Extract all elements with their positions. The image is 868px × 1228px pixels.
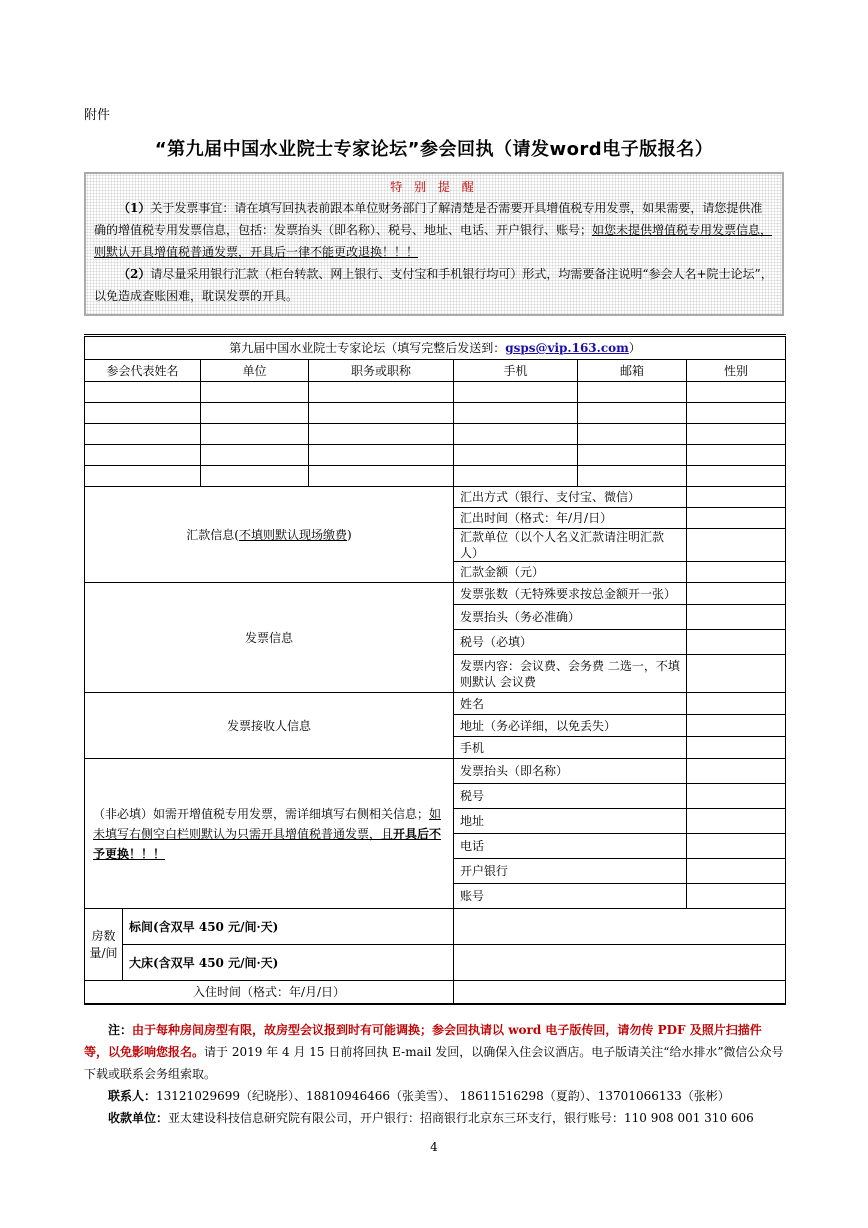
footer-notes [84,1019,785,1129]
attendee-row [85,403,786,424]
invoice-input[interactable] [687,630,786,655]
invoice-field-title: 发票抬头（务必准确） [454,605,687,630]
remit-label-suffix: ) [347,527,352,542]
note-rest: 请于 2019 年 4 月 15 日前将回执 E-mail 发回，以确保入住会议酒店。电子版请关注“给水排水”微信公众号下载或联系会务组索取。 [84,1045,784,1081]
column-header: 手机 [454,360,578,382]
vat-field-address: 地址 [454,809,687,834]
receiver-field-name: 姓名 [454,693,687,715]
vat-input[interactable] [687,759,786,784]
attendee-cell[interactable] [201,403,309,424]
attendee-cell[interactable] [454,466,578,487]
footer-payee [84,1107,785,1129]
column-header: 单位 [201,360,309,382]
attendee-cell[interactable] [578,403,687,424]
notice-box [84,172,784,316]
attendee-row [85,382,786,403]
checkin-label: 入住时间（格式：年/月/日） [85,981,454,1004]
room-option-king: 大床(含双早 450 元/间·天) [123,945,454,981]
invoice-field-taxid: 税号（必填） [454,630,687,655]
attendee-cell[interactable] [578,424,687,445]
attendee-cell[interactable] [309,466,454,487]
room-input[interactable] [454,909,786,945]
attendee-cell[interactable] [85,403,201,424]
checkin-input[interactable] [454,981,786,1004]
room-count-label: 房数量/间 [85,909,123,981]
attendee-cell[interactable] [687,424,786,445]
vat-field-taxid: 税号 [454,784,687,809]
notice-paragraph-1 [94,197,774,263]
contacts-label: 联系人： [108,1089,157,1103]
contacts-text: 13121029699（纪晓彤）、18810946466（张美雪）、 18611516298（夏韵）、13701066133（张彬） [156,1089,730,1103]
room-input[interactable] [454,945,786,981]
attendee-cell[interactable] [201,445,309,466]
receiver-label: 发票接收人信息 [85,693,454,759]
column-header: 参会代表姓名 [85,360,201,382]
invoice-input[interactable] [687,655,786,693]
vat-input[interactable] [687,884,786,909]
remit-input[interactable] [687,487,786,508]
registration-form [84,334,786,1005]
notice-p1-text: 关于发票事宜：请在填写回执表前跟本单位财务部门了解清楚是否需要开具增值税专用发票，如果需要，请您提供准确的增值税专用发票信息，包括：发票抬头（即名称）、税号、地址、电话、开户银行、账号； [94,201,763,237]
payee-label: 收款单位： [108,1111,169,1125]
attendee-cell[interactable] [201,382,309,403]
attendee-header-row [85,360,786,382]
attendee-cell[interactable] [309,382,454,403]
remit-label-prefix: 汇款信息( [186,527,239,542]
attendee-cell[interactable] [309,403,454,424]
payee-text: 亚太建设科技信息研究院有限公司，开户银行：招商银行北京东三环支行，银行账号：110 908 001 310 606 [168,1111,754,1125]
attendee-cell[interactable] [454,403,578,424]
column-header: 职务或职称 [309,360,454,382]
form-header-close: ） [628,341,641,355]
attendee-cell[interactable] [687,382,786,403]
attendee-cell[interactable] [454,382,578,403]
attendee-cell[interactable] [687,445,786,466]
remit-field-method: 汇出方式（银行、支付宝、微信） [454,487,687,508]
remit-input[interactable] [687,508,786,529]
remit-field-time: 汇出时间（格式：年/月/日） [454,508,687,529]
form-header [85,336,786,360]
attendee-cell[interactable] [201,466,309,487]
remit-input[interactable] [687,562,786,583]
attendee-cell[interactable] [578,382,687,403]
attendee-cell[interactable] [85,445,201,466]
note-prefix: 注： [108,1023,133,1037]
receiver-field-phone: 手机 [454,737,687,759]
room-option-standard: 标间(含双早 450 元/间·天) [123,909,454,945]
footer-note [84,1019,785,1085]
notice-paragraph-2 [94,263,774,307]
receiver-field-address: 地址（务必详细，以免丢失） [454,715,687,737]
page-number: 4 [430,1140,438,1154]
invoice-field-count: 发票张数（无特殊要求按总金额开一张） [454,583,687,605]
attendee-row [85,445,786,466]
remit-field-amount: 汇款金额（元） [454,562,687,583]
attendee-cell[interactable] [85,466,201,487]
receiver-input[interactable] [687,715,786,737]
vat-input[interactable] [687,834,786,859]
attendee-cell[interactable] [85,382,201,403]
attendee-cell[interactable] [687,466,786,487]
vat-label-1: （非必填）如需开增值税专用发票，需详细填写右侧相关信息； [93,806,430,821]
attendee-row [85,466,786,487]
invoice-input[interactable] [687,583,786,605]
vat-field-bank: 开户银行 [454,859,687,884]
notice-heading: 特 别 提 醒 [390,180,478,194]
vat-label [85,759,454,909]
attendee-cell[interactable] [454,445,578,466]
vat-label-3: 开具后不予更换！！！ [93,826,442,861]
vat-field-account: 账号 [454,884,687,909]
attendee-cell[interactable] [687,403,786,424]
attendee-row [85,424,786,445]
email-link[interactable]: gsps@vip.163.com [505,341,629,355]
remit-field-payer: 汇款单位（以个人名义汇款请注明汇款人） [454,529,687,562]
invoice-input[interactable] [687,605,786,630]
vat-input[interactable] [687,784,786,809]
notice-p1-prefix: （1） [118,201,151,215]
remit-label [85,487,454,583]
attendee-cell[interactable] [201,424,309,445]
attendee-cell[interactable] [309,424,454,445]
invoice-label: 发票信息 [85,583,454,693]
attendee-cell[interactable] [578,466,687,487]
notice-p2-prefix: （2） [118,267,151,281]
vat-input[interactable] [687,809,786,834]
form-header-text: 第九届中国水业院士专家论坛（填写完整后发送到： [229,341,506,355]
vat-field-title: 发票抬头（即名称） [454,759,687,784]
notice-p2-text: 请尽量采用银行汇款（柜台转款、网上银行、支付宝和手机银行均可）形式，均需要备注说明“参会人名+院士论坛”，以免造成查账困难，耽误发票的开具。 [94,267,773,303]
column-header: 性别 [687,360,786,382]
column-header: 邮箱 [578,360,687,382]
vat-field-phone: 电话 [454,834,687,859]
footer-contacts [84,1085,785,1107]
note-red: 由于每种房间房型有限，故房型会议报到时有可能调换；参会回执请以 word 电子版传回，请勿传 PDF 及照片扫描件等，以免影响您报名。 [84,1023,762,1059]
invoice-field-content: 发票内容：会议费、会务费 二选一，不填则默认 会议费 [454,655,687,693]
attendee-cell[interactable] [85,424,201,445]
remit-input[interactable] [687,529,786,562]
vat-label-2: 如未填写右侧空白栏则默认为只需开具增值税普通发票，且 [93,806,442,841]
attendee-cell[interactable] [578,445,687,466]
vat-input[interactable] [687,859,786,884]
remit-label-underlined: 不填则默认现场缴费 [238,527,347,542]
receiver-input[interactable] [687,737,786,759]
attachment-label: 附件 [84,108,111,123]
page-title: “第九届中国水业院士专家论坛”参会回执（请发word电子版报名） [154,139,714,160]
attendee-cell[interactable] [454,424,578,445]
notice-p1-underlined: 如您未提供增值税专用发票信息，则默认开具增值税普通发票，开具后一律不能更改退换！！！ [94,223,773,259]
receiver-input[interactable] [687,693,786,715]
attendee-cell[interactable] [309,445,454,466]
